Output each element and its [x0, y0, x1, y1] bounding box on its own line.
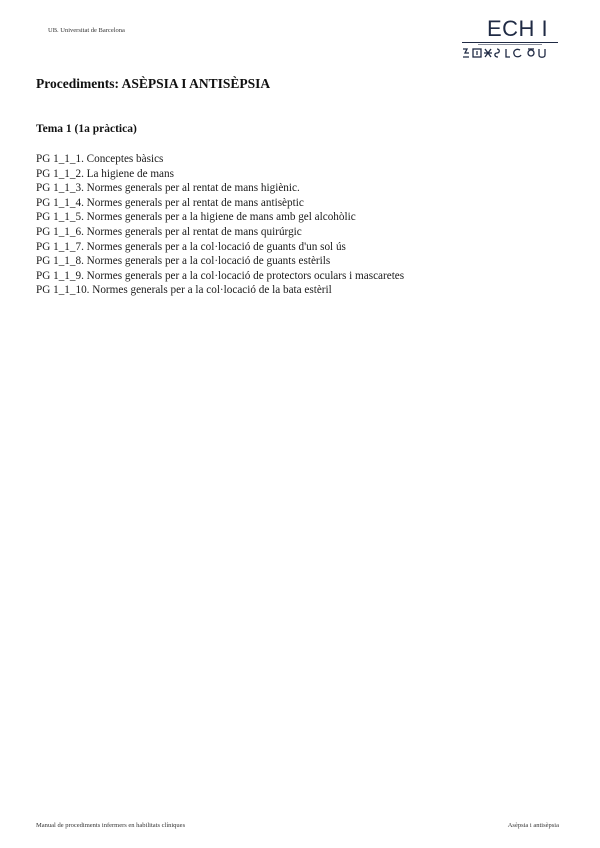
list-item: PG 1_1_7. Normes generals per a la col·locació de guants d'un sol ús	[36, 240, 346, 253]
logo-icons	[460, 46, 560, 60]
logo-text: ECH I	[487, 16, 549, 41]
procedure-list	[36, 152, 404, 298]
list-item: PG 1_1_8. Normes generals per a la col·locació de guants estèrils	[36, 255, 331, 268]
page-title: Procediments: ASÈPSIA I ANTISÈPSIA	[36, 76, 271, 91]
section-title: Tema 1 (1a pràctica)	[36, 123, 137, 135]
list-item: PG 1_1_1. Conceptes bàsics	[36, 153, 164, 165]
list-item: PG 1_1_9. Normes generals per a la col·locació de protectors oculars i mascaretes	[36, 269, 405, 282]
list-item: PG 1_1_6. Normes generals per al rentat de mans quirúrgic	[36, 225, 302, 238]
list-item: PG 1_1_10. Normes generals per a la col·locació de la bata estèril	[36, 284, 332, 297]
list-item: PG 1_1_5. Normes generals per a la higiene de mans amb gel alcohòlic	[36, 211, 356, 224]
list-item: PG 1_1_2. La higiene de mans	[36, 167, 174, 180]
ech-logo	[460, 16, 560, 62]
list-item: PG 1_1_4. Normes generals per al rentat de mans antisèptic	[36, 196, 304, 209]
header-institution: UB. Universitat de Barcelona	[48, 27, 125, 34]
list-item: PG 1_1_3. Normes generals per al rentat de mans higiènic.	[36, 182, 300, 195]
footer-manual-title: Manual de procediments infermers en habilitats clíniques	[36, 822, 186, 829]
footer-section-name: Asèpsia i antisèpsia	[507, 822, 559, 829]
